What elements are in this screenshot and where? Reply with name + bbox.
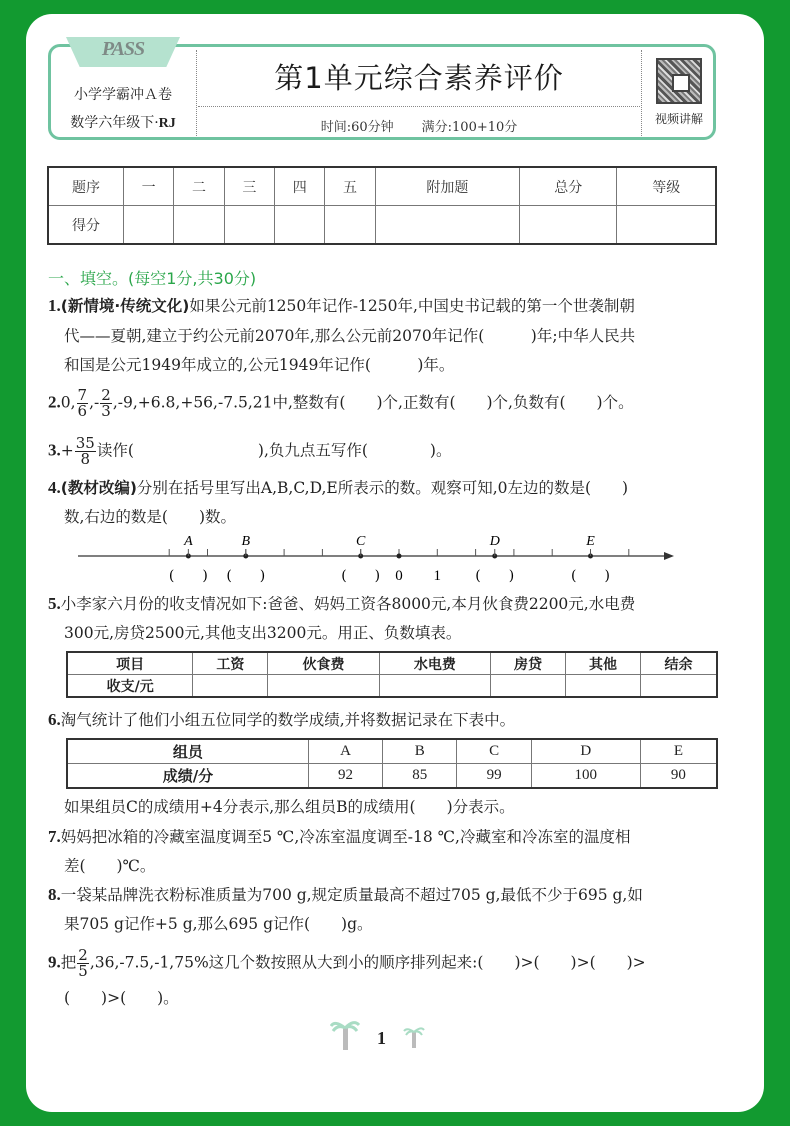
score-table xyxy=(47,166,717,245)
column-header: 伙食费 xyxy=(268,652,379,675)
question-text: 读作( ),负九点五写作( )。 xyxy=(96,441,452,460)
table-row xyxy=(67,652,717,675)
fraction xyxy=(77,388,89,419)
question-text: ,-9,+6.8,+56,-7.5,21中,整数有( )个,正数有( )个,负数有( )个。 xyxy=(112,393,634,412)
question-text: 小李家六月份的收支情况如下:爸爸、妈妈工资各8000元,本月伙食费2200元,水电费 xyxy=(60,595,636,613)
brand-grade xyxy=(56,112,190,132)
numerator: 2 xyxy=(78,946,88,964)
question-number: 2. xyxy=(48,392,61,412)
question-text: 果705 g记作+5 g,那么695 g记作( )g。 xyxy=(64,915,373,933)
column-header: 总分 xyxy=(520,167,617,206)
palm-tree-icon xyxy=(330,1016,360,1052)
numerator: 35 xyxy=(75,434,95,452)
question-text: 数,右边的数是( )数。 xyxy=(64,508,237,526)
question-8 xyxy=(48,885,643,905)
arrow-right-icon xyxy=(664,552,674,560)
answer-cell[interactable] xyxy=(379,675,490,698)
column-header: 组员 xyxy=(67,739,308,764)
point-label: A xyxy=(184,534,193,549)
question-number: 9. xyxy=(48,952,61,972)
row-header: 题序 xyxy=(48,167,124,206)
score-cell[interactable] xyxy=(174,206,224,245)
question-text: 和国是公元1949年成立的,公元1949年记作( )年。 xyxy=(64,356,455,374)
question-text: ,36,-7.5,-1,75%这几个数按照从大到小的顺序排列起来:( )>( )>( )> xyxy=(89,953,646,972)
score-value: 100 xyxy=(531,764,640,789)
score-value: 92 xyxy=(308,764,382,789)
table-row xyxy=(67,764,717,789)
table-row xyxy=(48,167,716,206)
denominator: 8 xyxy=(80,450,91,468)
divider xyxy=(641,50,642,136)
page-title: 第1单元综合素养评价 xyxy=(274,61,564,95)
exam-full-score: 满分:100+10分 xyxy=(421,120,518,135)
question-number: 3. xyxy=(48,440,61,460)
row-header: 得分 xyxy=(48,206,124,245)
column-header: A xyxy=(308,739,382,764)
answer-bracket[interactable]: ( ) xyxy=(341,568,381,584)
question-text: 妈妈把冰箱的冷藏室温度调至5 ℃,冷冻室温度调至-18 ℃,冷藏室和冷冻室的温度相 xyxy=(60,828,631,846)
score-value: 99 xyxy=(457,764,531,789)
answer-bracket[interactable]: ( ) xyxy=(226,568,266,584)
question-text: 代——夏朝,建立于约公元前2070年,那么公元前2070年记作( )年;中华人民共 xyxy=(64,327,636,345)
question-text: 淘气统计了他们小组五位同学的数学成绩,并将数据记录在下表中。 xyxy=(60,711,516,729)
page-number: 1 xyxy=(377,1028,386,1048)
number-line-svg xyxy=(78,530,678,590)
question-text: 一袋某品牌洗衣粉标准质量为700 g,规定质量最高不超过705 g,最低不少于695 g,如 xyxy=(60,886,643,904)
answer-bracket[interactable]: ( ) xyxy=(475,568,515,584)
score-cell[interactable] xyxy=(275,206,325,245)
column-header: 等级 xyxy=(617,167,716,206)
fraction xyxy=(77,948,89,979)
income-expense-table xyxy=(66,651,718,698)
column-header: 结余 xyxy=(641,652,717,675)
question-text: 0, xyxy=(60,393,76,412)
score-cell[interactable] xyxy=(224,206,274,245)
tick-label: 1 xyxy=(433,568,442,584)
question-number: 1. xyxy=(48,296,61,315)
question-text: 如果组员C的成绩用+4分表示,那么组员B的成绩用( )分表示。 xyxy=(64,798,515,816)
origin-point xyxy=(397,554,402,559)
table-row xyxy=(67,739,717,764)
column-header: C xyxy=(457,739,531,764)
table-row xyxy=(48,206,716,245)
question-tag: (教材改编) xyxy=(60,479,137,497)
qr-code-icon[interactable] xyxy=(656,58,702,104)
question-number: 7. xyxy=(48,827,61,846)
denominator: 6 xyxy=(77,402,88,420)
question-6 xyxy=(48,710,515,730)
score-cell[interactable] xyxy=(375,206,519,245)
column-header: 二 xyxy=(174,167,224,206)
column-header: 房贷 xyxy=(490,652,565,675)
question-4 xyxy=(48,478,628,498)
scores-table xyxy=(66,738,718,789)
section-title: 一、填空。(每空1分,共30分) xyxy=(48,269,257,288)
column-header: 附加题 xyxy=(375,167,519,206)
row-header: 成绩/分 xyxy=(67,764,308,789)
question-text: 如果公元前1250年记作-1250年,中国史书记载的第一个世袭制朝 xyxy=(189,297,635,315)
question-3 xyxy=(48,436,451,467)
column-header: 四 xyxy=(275,167,325,206)
point-label: B xyxy=(241,534,251,549)
score-cell[interactable] xyxy=(520,206,617,245)
divider xyxy=(196,50,197,136)
score-value: 90 xyxy=(640,764,717,789)
number-line xyxy=(78,530,678,590)
point-label: D xyxy=(489,534,500,549)
divider xyxy=(198,106,640,107)
score-cell[interactable] xyxy=(325,206,375,245)
column-header: 其他 xyxy=(566,652,641,675)
numerator: 7 xyxy=(77,386,88,404)
question-2 xyxy=(48,388,634,419)
column-header: B xyxy=(383,739,457,764)
column-header: 一 xyxy=(124,167,174,206)
column-header: E xyxy=(640,739,717,764)
point-label: E xyxy=(586,534,595,549)
point-label: C xyxy=(356,534,366,549)
brand-series: 小学学霸冲Ａ卷 xyxy=(74,87,172,103)
score-cell[interactable] xyxy=(617,206,716,245)
score-value: 85 xyxy=(383,764,457,789)
answer-bracket[interactable]: ( ) xyxy=(168,568,208,584)
answer-cell[interactable] xyxy=(641,675,717,698)
question-5 xyxy=(48,594,635,614)
answer-cell[interactable] xyxy=(193,675,268,698)
brand-edition: RJ xyxy=(158,116,176,131)
question-number: 5. xyxy=(48,594,61,613)
question-number: 4. xyxy=(48,478,61,497)
question-tag: (新情境·传统文化) xyxy=(60,297,190,315)
fraction xyxy=(75,436,96,467)
score-cell[interactable] xyxy=(124,206,174,245)
row-header: 收支/元 xyxy=(67,675,193,698)
answer-cell[interactable] xyxy=(268,675,379,698)
fraction xyxy=(100,388,112,419)
column-header: 水电费 xyxy=(379,652,490,675)
column-header: 项目 xyxy=(67,652,193,675)
column-header: D xyxy=(531,739,640,764)
answer-cell[interactable] xyxy=(566,675,641,698)
tick-label: 0 xyxy=(395,568,403,584)
denominator: 3 xyxy=(101,402,111,420)
exam-meta xyxy=(198,116,640,135)
answer-bracket[interactable]: ( ) xyxy=(571,568,610,584)
question-text: + xyxy=(60,441,74,460)
column-header: 工资 xyxy=(193,652,268,675)
palm-tree-icon xyxy=(403,1024,425,1050)
question-text: 把 xyxy=(60,953,77,972)
question-text: 分别在括号里写出A,B,C,D,E所表示的数。观察可知,0左边的数是( ) xyxy=(136,479,629,497)
brand-badge: PASS xyxy=(101,38,145,60)
question-1 xyxy=(48,296,635,316)
numerator: 2 xyxy=(101,386,111,404)
table-row xyxy=(67,675,717,698)
column-header: 五 xyxy=(325,167,375,206)
question-number: 6. xyxy=(48,710,61,729)
question-text: ( )>( )。 xyxy=(64,989,179,1007)
question-9 xyxy=(48,948,646,979)
question-text: ,- xyxy=(89,393,100,412)
column-header: 三 xyxy=(224,167,274,206)
denominator: 5 xyxy=(78,962,88,980)
brand-grade-text: 数学六年级下· xyxy=(70,115,159,131)
exam-time: 时间:60分钟 xyxy=(320,120,394,135)
question-text: 差( )℃。 xyxy=(64,857,156,875)
question-7 xyxy=(48,827,630,847)
video-explain-label[interactable]: 视频讲解 xyxy=(654,112,703,126)
question-text: 300元,房贷2500元,其他支出3200元。用正、负数填表。 xyxy=(64,624,462,642)
question-number: 8. xyxy=(48,885,61,904)
answer-cell[interactable] xyxy=(490,675,565,698)
